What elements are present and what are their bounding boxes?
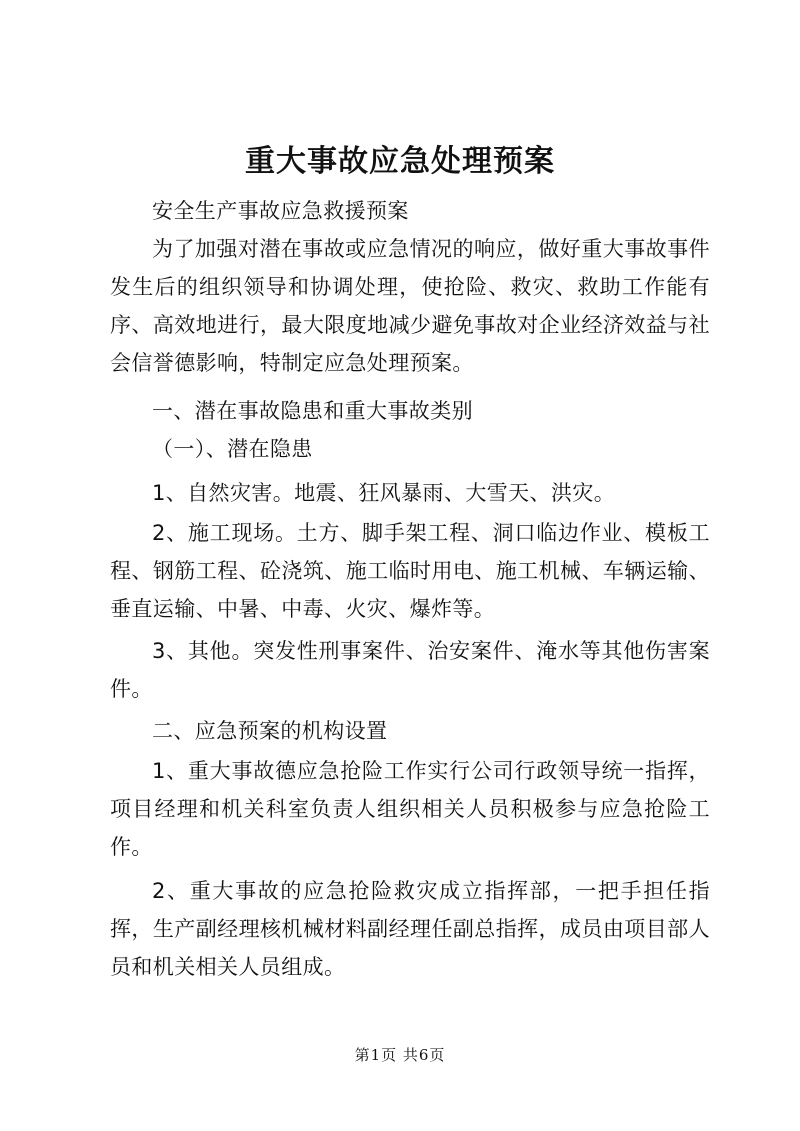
paragraph-item-2: 2、施工现场。土方、脚手架工程、洞口临边作业、模板工程、钢筋工程、砼浇筑、施工临时用电、施工机械、车辆运输、垂直运输、中暑、中毒、火灾、爆炸等。	[110, 521, 710, 621]
paragraph-org-1: 1、重大事故德应急抢险工作实行公司行政领导统一指挥，项目经理和机关科室负责人组织相关人员积极参与应急抢险工作。	[110, 759, 710, 859]
subsection-heading-1: （一）、潜在隐患	[152, 437, 313, 461]
section-heading-2: 二、应急预案的机构设置	[152, 719, 388, 743]
page-footer: 第1页 共6页	[354, 1046, 446, 1064]
paragraph-item-1: 1、自然灾害。地震、狂风暴雨、大雪天、洪灾。	[152, 481, 616, 505]
paragraph-subtitle: 安全生产事故应急救援预案	[152, 199, 409, 223]
paragraph-intro: 为了加强对潜在事故或应急情况的响应，做好重大事故事件发生后的组织领导和协调处理，使抢险、救灾、救助工作能有序、高效地进行，最大限度地减少避免事故对企业经济效益与社会信誉德影响，特制定应急处理预案。	[110, 237, 710, 375]
document-title: 重大事故应急处理预案	[245, 144, 555, 179]
section-heading-1: 一、潜在事故隐患和重大事故类别	[152, 399, 473, 423]
paragraph-item-3: 3、其他。突发性刑事案件、治安案件、淹水等其他伤害案件。	[110, 639, 710, 701]
paragraph-org-2: 2、重大事故的应急抢险救灾成立指挥部，一把手担任指挥，生产副经理核机械材料副经理任副总指挥，成员由项目部人员和机关相关人员组成。	[110, 879, 710, 979]
